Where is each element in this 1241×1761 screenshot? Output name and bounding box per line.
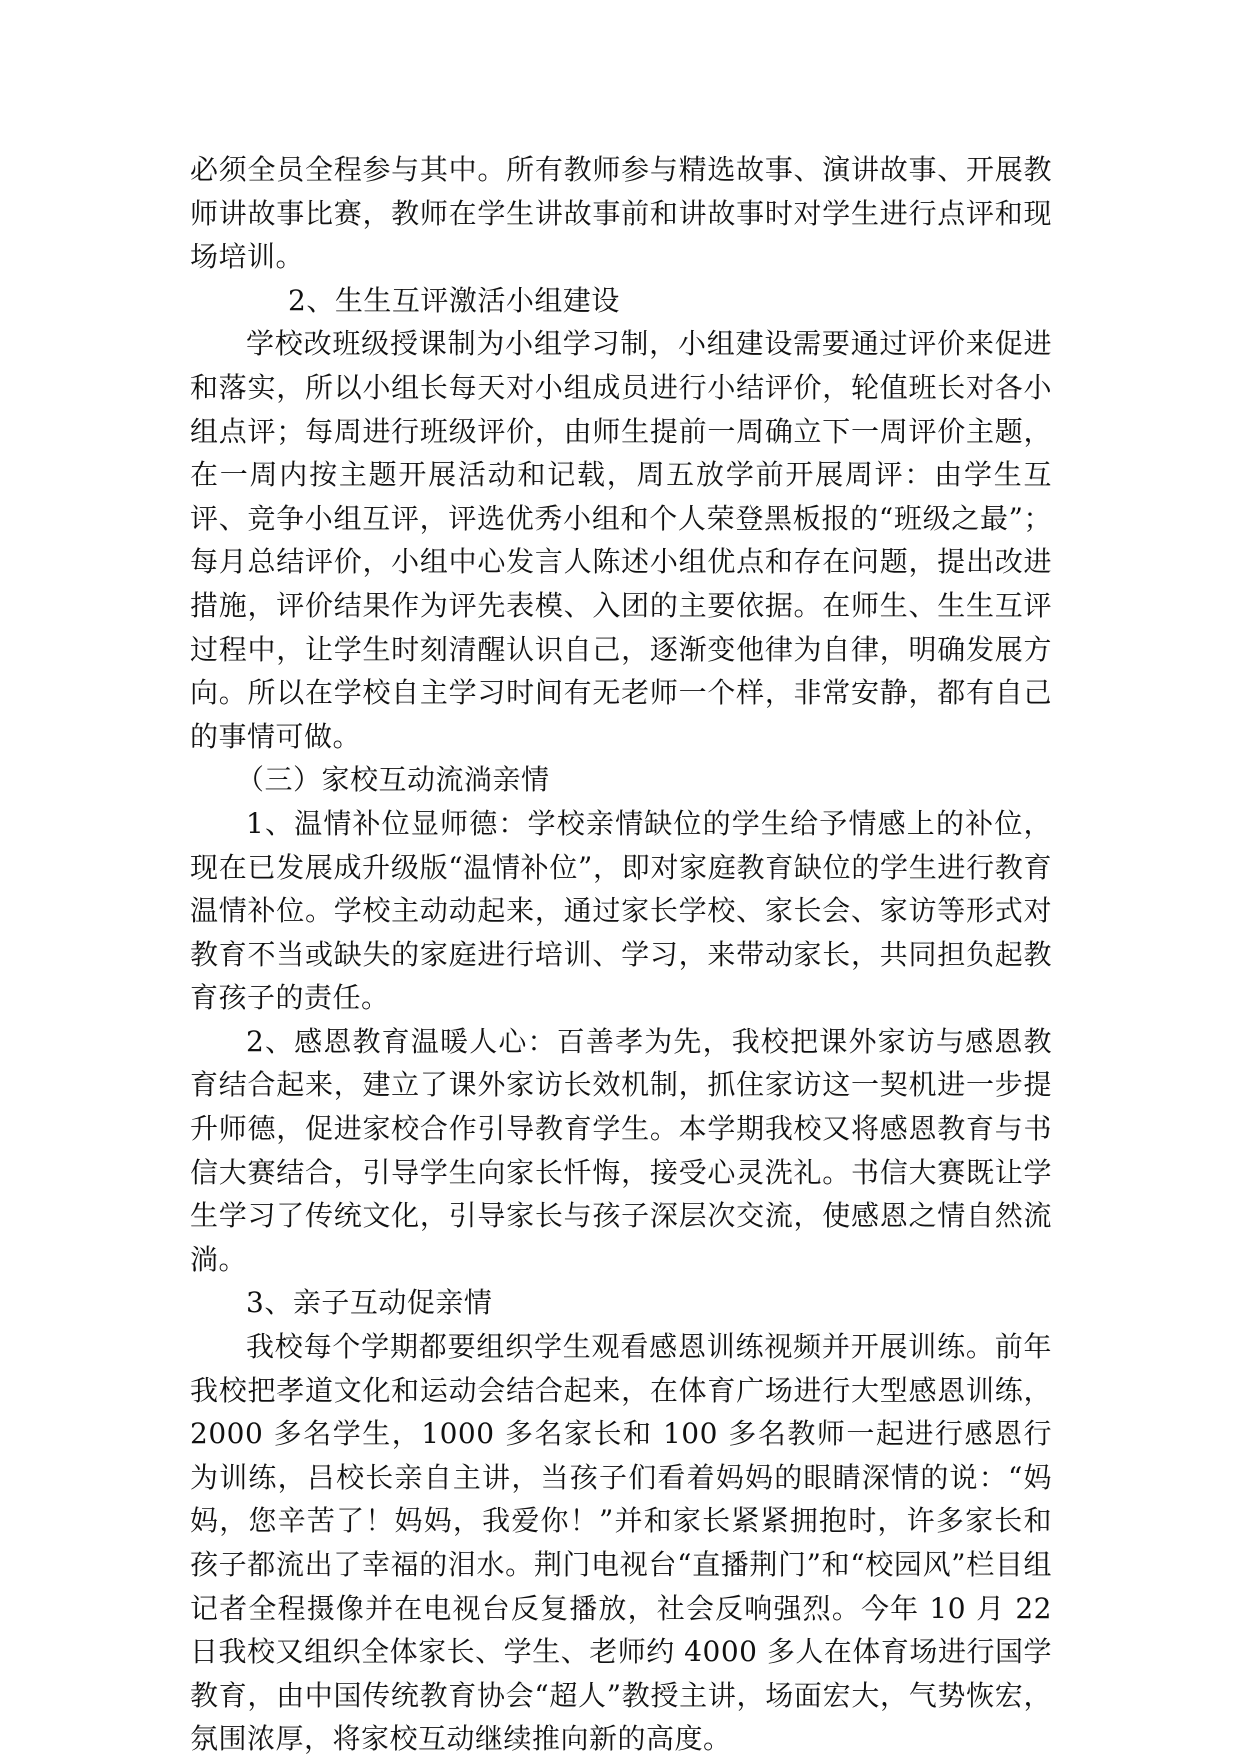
paragraph-gratitude-education: 2、感恩教育温暖人心：百善孝为先，我校把课外家访与感恩教育结合起来，建立了课外家访长效机制，抓住家访这一契机进一步提升师德，促进家校合作引导教育学生。本学期我校又将感恩教育与书信大赛结合，引导学生向家长忏悔，接受心灵洗礼。书信大赛既让学生学习了传统文化，引导家长与孩子深层次交流，使感恩之情自然流淌。 — [190, 1024, 1052, 1276]
paragraph-continuation: 必须全员全程参与其中。所有教师参与精选故事、演讲故事、开展教师讲故事比赛，教师在学生讲故事前和讲故事时对学生进行点评和现场培训。 — [190, 153, 1052, 274]
section-heading-home-school: （三）家校互动流淌亲情 — [236, 763, 550, 797]
paragraph-parent-child-activity: 我校每个学期都要组织学生观看感恩训练视频并开展训练。前年我校把孝道文化和运动会结合起来，在体育广场进行大型感恩训练，2000 多名学生，1000 多名家长和 100 多名教师一起进行感恩行为训练，吕校长亲自主讲，当孩子们看着妈妈的眼睛深情的说：“妈妈，您辛苦了！妈妈，我爱你！”并和家长紧紧拥抱时，许多家长和孩子都流出了幸福的泪水。荆门电视台“直播荆门”和“校园风”栏目组记者全程摄像并在电视台反复播放，社会反响强烈。今年 10 月 22 日我校又组织全体家长、学生、老师约 4000 多人在体育场进行国学教育，由中国传统教育协会“超人”教授主讲，场面宏大，气势恢宏，氛围浓厚，将家校互动继续推向新的高度。 — [190, 1330, 1052, 1756]
paragraph-warm-compensation: 1、温情补位显师德：学校亲情缺位的学生给予情感上的补位，现在已发展成升级版“温情补位”，即对家庭教育缺位的学生进行教育温情补位。学校主动动起来，通过家长学校、家长会、家访等形式对教育不当或缺失的家庭进行培训、学习，来带动家长，共同担负起教育孩子的责任。 — [190, 806, 1052, 1015]
section-heading-parent-child: 3、亲子互动促亲情 — [246, 1286, 493, 1320]
document-body — [190, 148, 1052, 1761]
section-heading-peer-review: 2、生生互评激活小组建设 — [288, 283, 620, 317]
paragraph-group-building: 学校改班级授课制为小组学习制，小组建设需要通过评价来促进和落实，所以小组长每天对小组成员进行小结评价，轮值班长对各小组点评；每周进行班级评价，由师生提前一周确立下一周评价主题，在一周内按主题开展活动和记载，周五放学前开展周评：由学生互评、竞争小组互评，评选优秀小组和个人荣登黑板报的“班级之最”；每月总结评价，小组中心发言人陈述小组优点和存在问题，提出改进措施，评价结果作为评先表模、入团的主要依据。在师生、生生互评过程中，让学生时刻清醒认识自己，逐渐变他律为自律，明确发展方向。所以在学校自主学习时间有无老师一个样，非常安静，都有自己的事情可做。 — [190, 327, 1052, 753]
